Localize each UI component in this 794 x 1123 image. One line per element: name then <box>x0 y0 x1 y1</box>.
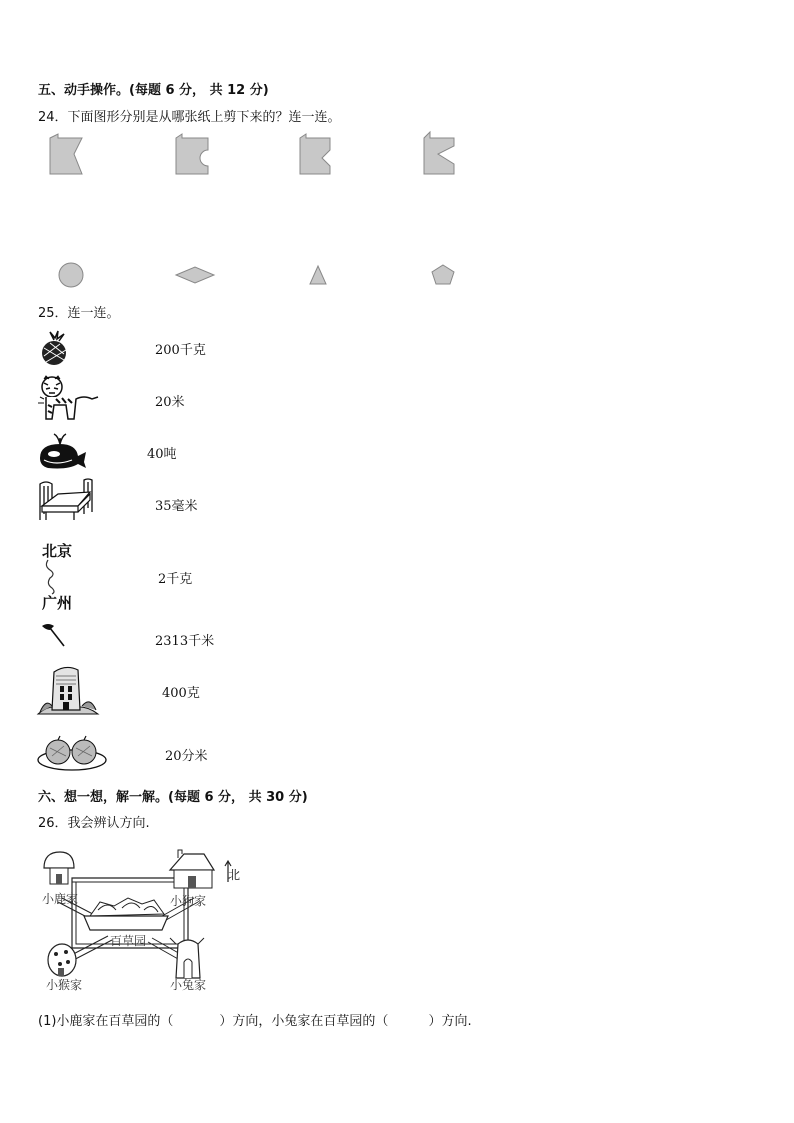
folded-paper-2[interactable] <box>176 134 208 174</box>
rabbit-home-label: 小兔家 <box>170 978 207 992</box>
folded-paper-4[interactable] <box>424 132 454 174</box>
pineapple-icon[interactable] <box>38 330 72 366</box>
folded-paper-row <box>40 132 500 182</box>
whale-icon[interactable] <box>38 432 88 470</box>
deer-home-label: 小鹿家 <box>42 892 79 906</box>
value-label[interactable]: 20分米 <box>165 749 208 764</box>
route-map-icon[interactable] <box>38 538 82 612</box>
monkey-home-label: 小猴家 <box>46 978 83 992</box>
map-label-guangzhou: 广州 <box>42 594 73 612</box>
direction-map <box>38 844 248 994</box>
section-heading-5: 五、动手操作。(每题 6 分， 共 12 分) <box>38 83 269 98</box>
route-line <box>38 558 82 594</box>
direction-map-drawing <box>38 844 248 994</box>
circle-shape[interactable] <box>59 263 83 287</box>
value-label[interactable]: 40吨 <box>147 447 177 462</box>
bed-icon[interactable] <box>38 478 94 522</box>
triangle-shape[interactable] <box>310 266 326 284</box>
sub1-text-3: ）方向. <box>428 1014 472 1029</box>
sub1-text-1: (1)小鹿家在百草园的（ <box>38 1014 174 1029</box>
value-label[interactable]: 20米 <box>155 395 185 410</box>
north-label: 北 <box>228 868 241 882</box>
question-25-prompt: 25．连一连。 <box>38 306 120 321</box>
tiger-icon[interactable] <box>38 375 102 423</box>
building-icon[interactable] <box>38 662 100 716</box>
value-label[interactable]: 200千克 <box>155 343 206 358</box>
value-label[interactable]: 2313千米 <box>155 634 215 649</box>
fruit-plate-icon[interactable] <box>36 734 108 772</box>
value-label[interactable]: 35毫米 <box>155 499 198 514</box>
rhombus-shape[interactable] <box>176 267 214 283</box>
pentagon-shape[interactable] <box>432 265 454 284</box>
question-24-prompt: 24．下面图形分别是从哪张纸上剪下来的？连一连。 <box>38 110 341 125</box>
value-label[interactable]: 2千克 <box>158 572 193 587</box>
section-heading-6: 六、想一想，解一解。(每题 6 分， 共 30 分) <box>38 790 308 805</box>
value-label[interactable]: 400克 <box>162 686 200 701</box>
garden-label: 百草园 <box>110 934 147 948</box>
map-label-beijing: 北京 <box>42 542 73 560</box>
folded-paper-1[interactable] <box>50 134 82 174</box>
dog-home-label: 小狗家 <box>170 894 207 908</box>
sub1-text-2: ）方向，小兔家在百草园的（ <box>219 1014 389 1029</box>
question-26-sub1 <box>38 1010 472 1029</box>
folded-paper-3[interactable] <box>300 134 330 174</box>
question-26-prompt: 26．我会辨认方向. <box>38 816 150 831</box>
cut-shape-row <box>40 262 500 292</box>
thumbtack-icon[interactable] <box>40 620 70 650</box>
